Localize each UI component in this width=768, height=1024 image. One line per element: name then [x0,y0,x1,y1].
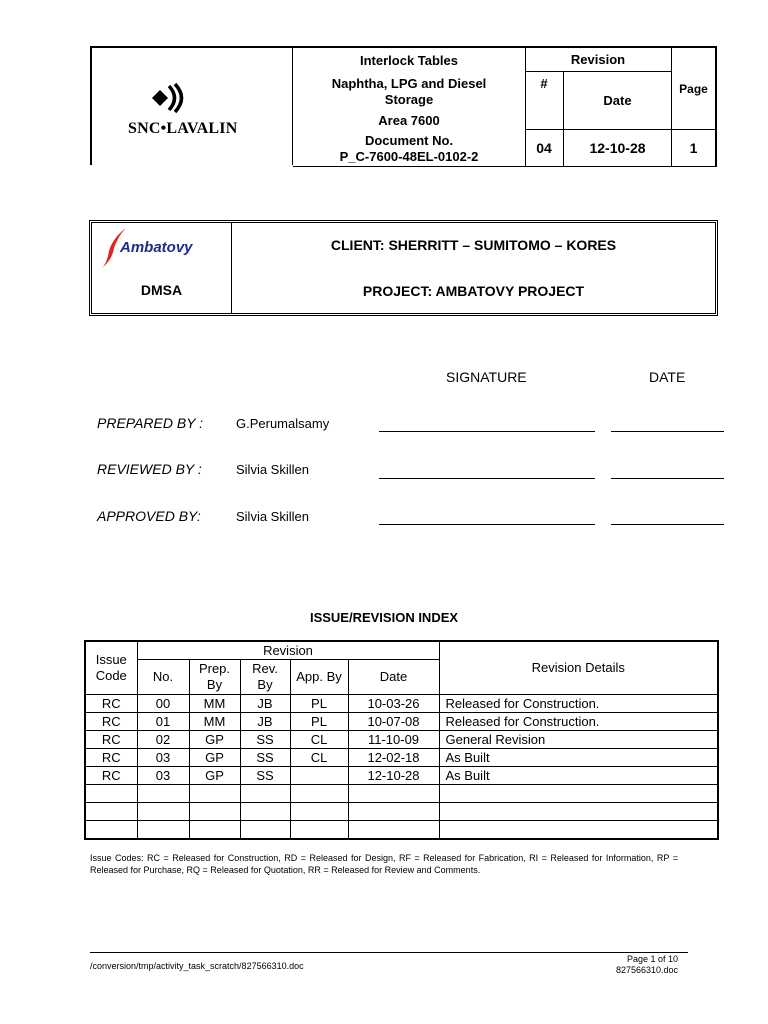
client-name: CLIENT: SHERRITT – SUMITOMO – KORES [330,237,617,253]
table-cell: RC [85,695,137,713]
rev-date-value: 12-10-28 [564,130,672,166]
doc-subtitle-1: Naphtha, LPG and Diesel [331,76,487,91]
table-cell: 11-10-09 [348,731,439,749]
table-cell: RC [85,731,137,749]
table-cell [439,785,718,803]
table-cell: RC [85,749,137,767]
revision-group-header: Revision [137,641,439,660]
table-cell: RC [85,767,137,785]
table-cell [189,821,240,840]
area-label: Area 7600 [378,113,440,128]
table-cell [137,821,189,840]
table-row [85,749,718,767]
signature-header: SIGNATURE [446,369,527,385]
table-cell: JB [240,713,290,731]
table-cell [240,803,290,821]
table-row [85,803,718,821]
prepared-signature-line [379,431,595,432]
table-cell [290,767,348,785]
footer-rule [90,952,688,953]
table-cell: 02 [137,731,189,749]
table-cell: RC [85,713,137,731]
table-cell [137,785,189,803]
date-col-header: Date [348,660,439,695]
index-title: ISSUE/REVISION INDEX [309,610,459,625]
table-row [85,713,718,731]
table-cell: 12-02-18 [348,749,439,767]
table-cell: GP [189,749,240,767]
client-divider [231,222,232,314]
table-cell: MM [189,695,240,713]
table-cell [439,803,718,821]
table-cell [240,785,290,803]
revision-index-table [84,640,719,840]
prepared-by-label: PREPARED BY : [97,415,204,431]
table-cell [348,803,439,821]
table-cell [290,803,348,821]
table-row [85,767,718,785]
snc-lavalin-logo-icon [150,80,190,116]
table-cell [85,785,137,803]
prepared-date-line [611,431,724,432]
approved-by-label: APPROVED BY: [97,508,201,524]
table-row [85,821,718,840]
rev-by-header: Rev. By [240,660,290,695]
table-row [85,731,718,749]
table-cell: MM [189,713,240,731]
table-row [85,695,718,713]
table-cell: 10-07-08 [348,713,439,731]
approved-by-name: Silvia Skillen [236,509,309,524]
logo-cell [90,46,293,165]
table-cell: 12-10-28 [348,767,439,785]
date-header: DATE [649,369,686,385]
table-cell: Released for Construction. [439,695,718,713]
rev-num-value: 04 [525,130,564,166]
table-cell: SS [240,767,290,785]
table-header-row [85,641,718,660]
project-name: PROJECT: AMBATOVY PROJECT [362,283,585,299]
table-cell [290,785,348,803]
doc-number-label: Document No. [364,133,454,148]
table-cell: 10-03-26 [348,695,439,713]
reviewed-by-label: REVIEWED BY : [97,461,202,477]
table-cell: CL [290,749,348,767]
approved-signature-line [379,524,595,525]
table-cell [240,821,290,840]
table-row [85,785,718,803]
issue-codes-note: Issue Codes: RC = Released for Construction, RD = Released for Design, RF = Released for Fabrication, RI = Released for Information, RP = Released for Purchase, RQ = Released for Quotation, RR = Released for Review and Comments. [90,853,678,875]
table-cell: 03 [137,767,189,785]
table-cell: PL [290,695,348,713]
table-cell: CL [290,731,348,749]
table-cell: General Revision [439,731,718,749]
table-cell [290,821,348,840]
doc-subtitle-2: Storage [384,92,434,107]
table-cell: GP [189,767,240,785]
doc-title: Interlock Tables [359,53,458,68]
footer-page-info [560,954,678,976]
table-cell: GP [189,731,240,749]
dmsa-label: DMSA [140,282,183,298]
page-header: Page [672,48,715,130]
table-cell [348,821,439,840]
app-by-header: App. By [290,660,348,695]
table-cell [85,803,137,821]
footer-page-of: Page 1 of 10 [626,954,678,964]
table-cell: 00 [137,695,189,713]
no-header: No. [137,660,189,695]
rev-num-header: # [525,72,564,130]
table-cell [439,821,718,840]
reviewed-date-line [611,478,724,479]
reviewed-by-name: Silvia Skillen [236,462,309,477]
footer-doc-name: 827566310.doc [615,965,678,975]
table-cell [189,803,240,821]
table-cell: Released for Construction. [439,713,718,731]
table-cell: 03 [137,749,189,767]
table-cell: As Built [439,767,718,785]
issue-code-header: Issue Code [85,641,137,695]
table-cell [85,821,137,840]
table-cell: SS [240,731,290,749]
footer-path: /conversion/tmp/activity_task_scratch/827566310.doc [90,961,304,971]
table-cell: PL [290,713,348,731]
approved-date-line [611,524,724,525]
table-cell: SS [240,749,290,767]
prep-by-header: Prep. By [189,660,240,695]
table-cell [348,785,439,803]
table-cell: As Built [439,749,718,767]
table-cell [189,785,240,803]
client-block [89,220,718,316]
doc-number: P_C-7600-48EL-0102-2 [339,149,479,164]
table-cell: JB [240,695,290,713]
company-name: SNC•LAVALIN [128,120,238,137]
table-cell: 01 [137,713,189,731]
client-logo-text: Ambatovy [120,239,193,256]
rev-date-header: Date [564,72,672,130]
prepared-by-name: G.Perumalsamy [236,416,330,431]
page-value: 1 [689,140,698,156]
table-cell [137,803,189,821]
revision-details-header: Revision Details [439,641,718,695]
revision-header: Revision [525,48,672,72]
reviewed-signature-line [379,478,595,479]
